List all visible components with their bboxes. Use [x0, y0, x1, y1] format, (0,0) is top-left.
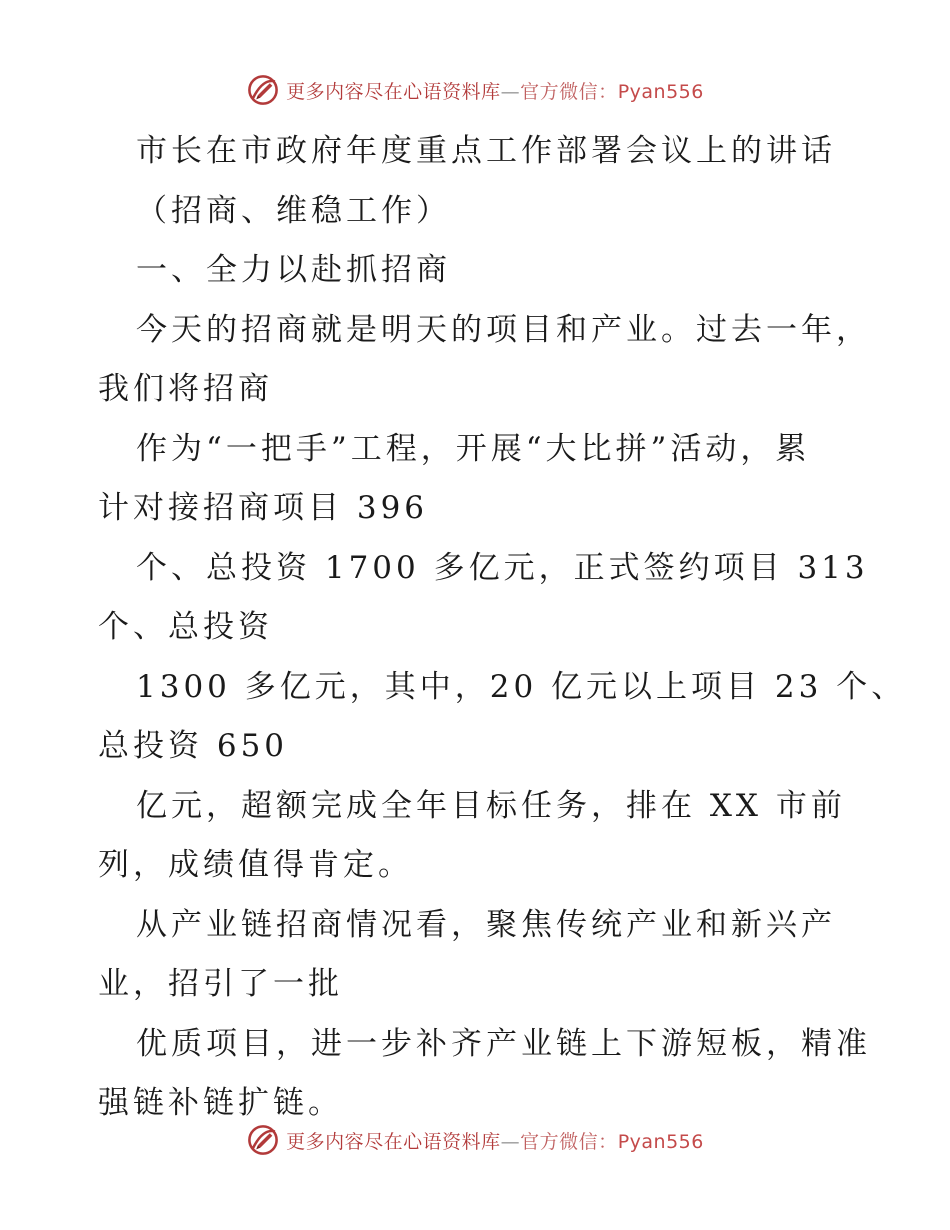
banner-wechat-id: Pyan556 — [617, 80, 704, 103]
text-line: （招商、维稳工作） — [136, 192, 451, 229]
text-line: 1300 多亿元，其中，20 亿元以上项目 23 个、 — [136, 668, 907, 705]
text-line: 今天的招商就是明天的项目和产业。过去一年， — [136, 311, 871, 348]
banner-text — [286, 1127, 704, 1154]
header-banner — [0, 70, 950, 110]
text-line: 优质项目，进一步补齐产业链上下游短板，精准 — [136, 1025, 871, 1062]
banner-wechat-label: 官方微信： — [520, 80, 618, 103]
text-line: 亿元，超额完成全年目标任务，排在 XX 市前 — [136, 787, 846, 824]
text-line: 总投资 650 — [98, 728, 289, 764]
banner-separator: — — [500, 80, 521, 103]
text-line: 强链补链扩链。 — [98, 1085, 343, 1121]
text-line: 作为“一把手”工程，开展“大比拼”活动，累 — [136, 430, 811, 467]
banner-site-text: 更多内容尽在心语资料库 — [286, 1130, 501, 1153]
text-line: 列，成绩值得肯定。 — [98, 847, 413, 883]
text-line: 计对接招商项目 396 — [98, 490, 429, 526]
document-body — [98, 122, 907, 1134]
text-line: 市长在市政府年度重点工作部署会议上的讲话 — [136, 133, 836, 169]
banner-text — [286, 77, 704, 104]
pen-logo-icon — [246, 73, 280, 107]
banner-separator: — — [500, 1130, 521, 1153]
pen-logo-icon — [246, 1123, 280, 1157]
banner-site-text: 更多内容尽在心语资料库 — [286, 80, 501, 103]
banner-wechat-id: Pyan556 — [617, 1130, 704, 1153]
text-line: 从产业链招商情况看，聚焦传统产业和新兴产 — [136, 906, 836, 943]
text-line: 业，招引了一批 — [98, 966, 343, 1002]
footer-banner — [0, 1120, 950, 1160]
text-line: 一、全力以赴抓招商 — [136, 252, 451, 288]
text-line: 个、总投资 1700 多亿元，正式签约项目 313 — [136, 549, 869, 586]
banner-wechat-label: 官方微信： — [520, 1130, 618, 1153]
text-line: 个、总投资 — [98, 609, 273, 645]
text-line: 我们将招商 — [98, 371, 273, 407]
